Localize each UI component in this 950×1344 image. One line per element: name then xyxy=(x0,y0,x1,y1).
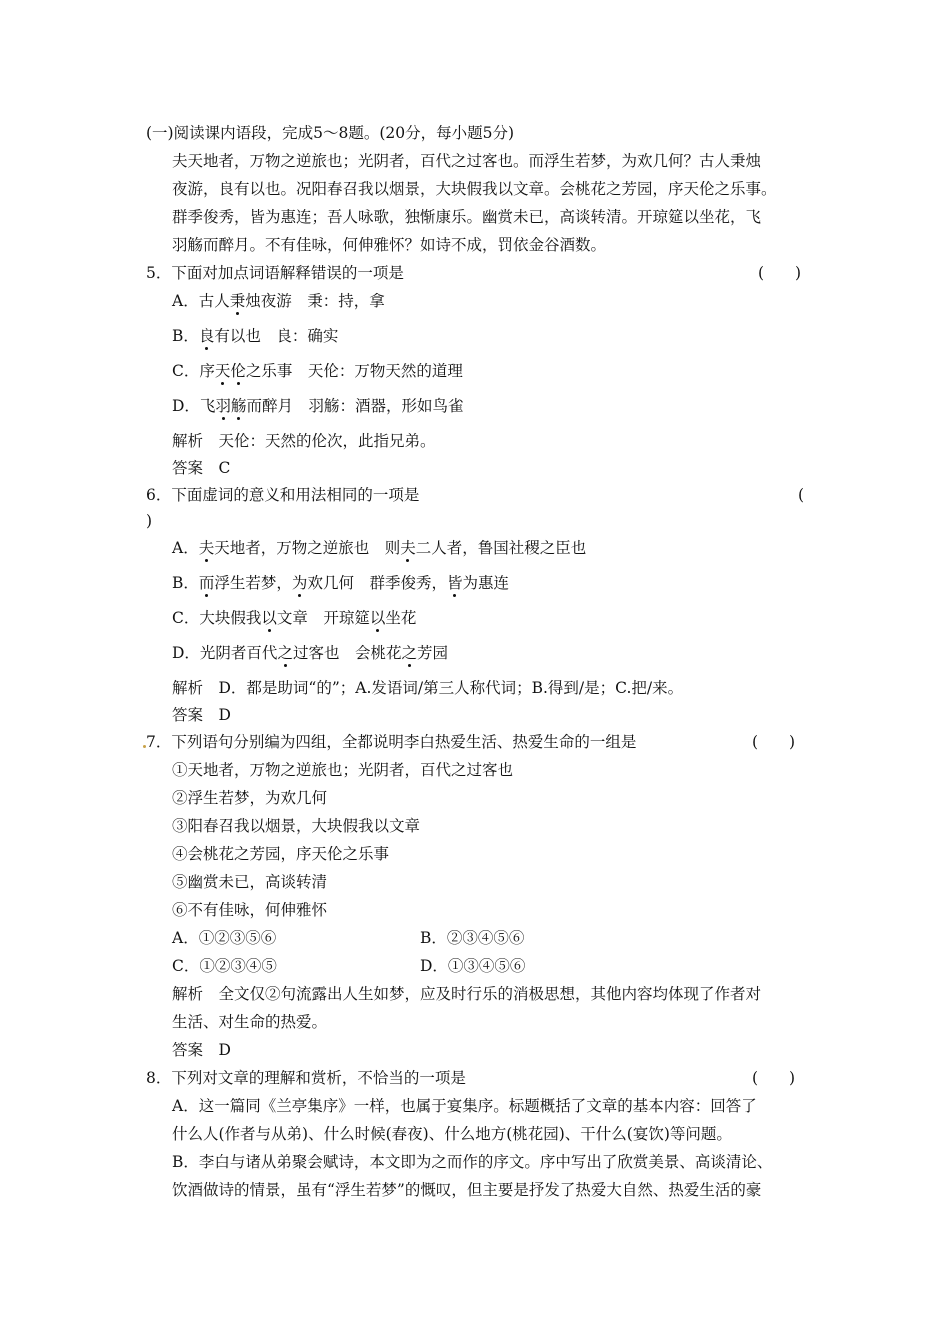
answer-bracket-open: ( xyxy=(798,486,805,504)
q8-option-b-cont: 饮酒做诗的情景，虽有“浮生若梦”的慨叹，但主要是抒发了热爱大自然、热爱生活的豪 xyxy=(172,1181,762,1199)
q8-option-a-cont: 什么人(作者与从弟)、什么时候(春夜)、什么地方(桃花园)、干什么(宴饮)等问题。 xyxy=(172,1125,732,1143)
q6-option-c: C．大块假我以文章 开琼筵以坐花 xyxy=(172,609,417,627)
q5-option-b: B．良有以也 良：确实 xyxy=(172,327,339,345)
q5-analysis: 解析 天伦：天然的伦次，此指兄弟。 xyxy=(172,432,436,450)
q6-option-a: A．夫天地者，万物之逆旅也 则夫二人者，鲁国社稷之臣也 xyxy=(172,539,587,557)
question-5-stem: 5．下面对加点词语解释错误的一项是 xyxy=(146,264,404,282)
passage-line: 群季俊秀，皆为惠连；吾人咏歌，独惭康乐。幽赏未已，高谈转清。开琼筵以坐花，飞 xyxy=(172,208,762,226)
q7-item: ①天地者，万物之逆旅也；光阴者，百代之过客也 xyxy=(172,761,514,779)
passage-line: 羽觞而醉月。不有佳咏，何伸雅怀？如诗不成，罚依金谷酒数。 xyxy=(172,236,607,254)
question-6-stem: 6．下面虚词的意义和用法相同的一项是 xyxy=(146,486,420,504)
answer-bracket: ( ) xyxy=(752,1069,796,1087)
q6-option-b: B．而浮生若梦，为欢几何 群季俊秀，皆为惠连 xyxy=(172,574,509,592)
answer-bracket: ( ) xyxy=(752,733,796,751)
q5-option-c: C．序天伦之乐事 天伦：万物天然的道理 xyxy=(172,362,463,380)
q5-option-d: D．飞羽觞而醉月 羽觞：酒器，形如鸟雀 xyxy=(172,397,464,415)
q6-answer: 答案 D xyxy=(172,706,231,724)
q7-item: ③阳春召我以烟景，大块假我以文章 xyxy=(172,817,421,835)
q7-item: ⑥不有佳咏，何伸雅怀 xyxy=(172,901,328,919)
question-7-stem: 7．下列语句分别编为四组，全都说明李白热爱生活、热爱生命的一组是 xyxy=(146,733,637,751)
q7-answer: 答案 D xyxy=(172,1041,231,1059)
q7-item: ⑤幽赏未已，高谈转清 xyxy=(172,873,328,891)
q5-answer: 答案 C xyxy=(172,459,231,477)
q5-option-a: A．古人秉烛夜游 秉：持，拿 xyxy=(172,292,385,310)
q8-option-a: A．这一篇同《兰亭集序》一样，也属于宴集序。标题概括了文章的基本内容：回答了 xyxy=(172,1097,757,1115)
q7-analysis: 解析 全文仅②句流露出人生如梦，应及时行乐的消极思想，其他内容均体现了作者对 xyxy=(172,985,762,1003)
answer-bracket: ( ) xyxy=(758,264,802,282)
q7-option-a: A．①②③⑤⑥ xyxy=(172,929,277,947)
q6-analysis: 解析 D．都是助词“的”；A.发语词/第三人称代词；B.得到/是；C.把/来。 xyxy=(172,679,684,697)
section-header: (一)阅读课内语段，完成5～8题。(20分，每小题5分) xyxy=(146,124,514,142)
question-8-stem: 8．下列对文章的理解和赏析，不恰当的一项是 xyxy=(146,1069,466,1087)
q7-item: ②浮生若梦，为欢几何 xyxy=(172,789,328,807)
q7-option-d: D．①③④⑤⑥ xyxy=(420,957,526,975)
q7-option-b: B．②③④⑤⑥ xyxy=(420,929,525,947)
passage-line: 夜游，良有以也。况阳春召我以烟景，大块假我以文章。会桃花之芳园，序天伦之乐事。 xyxy=(172,180,777,198)
q7-analysis-cont: 生活、对生命的热爱。 xyxy=(172,1013,328,1031)
q6-option-d: D．光阴者百代之过客也 会桃花之芳园 xyxy=(172,644,448,662)
q7-item: ④会桃花之芳园，序天伦之乐事 xyxy=(172,845,390,863)
q8-option-b: B．李白与诸从弟聚会赋诗，本文即为之而作的序文。序中写出了欣赏美景、高谈清论、 xyxy=(172,1153,773,1171)
answer-bracket-close: ) xyxy=(146,512,153,530)
passage-line: 夫天地者，万物之逆旅也；光阴者，百代之过客也。而浮生若梦，为欢几何？古人秉烛 xyxy=(172,152,762,170)
q7-option-c: C．①②③④⑤ xyxy=(172,957,277,975)
